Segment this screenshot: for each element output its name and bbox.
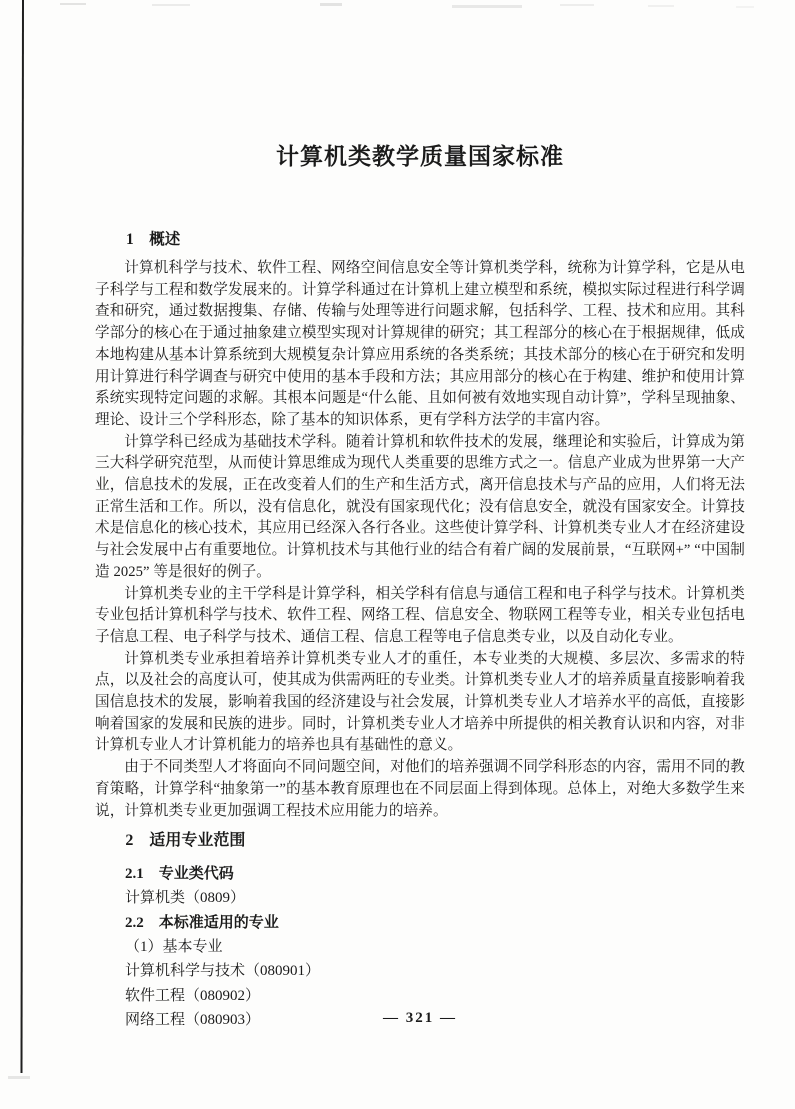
- paragraph-2: 计算学科已经成为基础技术学科。随着计算机和软件技术的发展，继理论和实验后，计算成为第三大科学研究范型，从而使计算思维成为现代人类重要的思维方式之一。信息产业成为世界第一大产业，信息技术的发展，正在改变着人们的生产和生活方式，离开信息技术与产品的应用，人们将无法正常生活和工作。所以，没有信息化，就没有国家现代化；没有信息安全，就没有国家安全。计算技术是信息化的核心技术，其应用已经深入各行各业。这些使计算学科、计算机类专业人才在经济建设与社会发展中占有重要地位。计算机技术与其他行业的结合有着广阔的发展前景，“互联网+” “中国制造 2025” 等是很好的例子。: [95, 433, 745, 580]
- scan-edge-artifact: [21, 0, 24, 1073]
- page-number: — 321 —: [383, 1010, 457, 1026]
- document-title: 计算机类教学质量国家标准: [276, 144, 564, 169]
- major-line-ne: 网络工程（080903）: [125, 1012, 261, 1029]
- major-class-code-line: 计算机类（0809）: [125, 890, 246, 907]
- paragraph-1: 计算机科学与技术、软件工程、网络空间信息安全等计算机类学科，统称为计算学科，它是从电子科学与工程和数学发展来的。计算学科通过在计算机上建立模型和系统，模拟实际过程进行科学调查和研究，通过数据搜集、存储、传输与处理等进行问题求解，包括科学、工程、技术和应用。其科学部分的核心在于通过抽象建立模型实现对计算规律的研究；其工程部分的核心在于根据规律，低成本地构建从基本计算系统到大规模复杂计算应用系统的各类系统；其技术部分的核心在于研究和发明用计算进行科学调查与研究中使用的基本手段和方法；其应用部分的核心在于构建、维护和使用计算系统实现特定问题的求解。其根本问题是“什么能、且如何被有效地实现自动计算”，学科呈现抽象、理论、设计三个学科形态，除了基本的知识体系，更有学科方法学的丰富内容。: [95, 260, 745, 428]
- paragraph-3: 计算机类专业的主干学科是计算学科，相关学科有信息与通信工程和电子科学与技术。计算机类专业包括计算机科学与技术、软件工程、网络工程、信息安全、物联网工程等专业，相关专业包括电子信息工程、电子科学与技术、通信工程、信息工程等电子信息类专业，以及自动化专业。: [95, 585, 745, 645]
- section-1-heading: 1 概述: [126, 231, 181, 248]
- section-2-heading: 2 适用专业范围: [125, 832, 246, 850]
- paragraph-5: 由于不同类型人才将面向不同问题空间，对他们的培养强调不同学科形态的内容，需用不同的教育策略，计算学科“抽象第一”的基本教育原理也在不同层面上得到体现。总体上，对绝大多数学生来说，计算机类专业更加强调工程技术应用能力的培养。: [95, 759, 745, 819]
- scan-noise: [60, 3, 86, 5]
- section-1-body: [95, 258, 745, 822]
- major-line-cs: 计算机科学与技术（080901）: [125, 963, 321, 980]
- major-line-se: 软件工程（080902）: [125, 987, 261, 1004]
- section-2-1-heading: 2.1 专业类代码: [125, 866, 234, 883]
- document-content: [95, 0, 745, 1033]
- basic-majors-label: （1）基本专业: [125, 938, 223, 955]
- scan-noise: [8, 1076, 30, 1079]
- section-2-2-heading: 2.2 本标准适用的专业: [125, 914, 279, 931]
- paragraph-4: 计算机类专业承担着培养计算机类专业人才的重任，本专业类的大规模、多层次、多需求的特点，以及社会的高度认可，使其成为供需两旺的专业类。计算机类专业人才的培养质量直接影响着我国信息技术的发展，影响着我国的经济建设与社会发展，计算机类专业人才培养水平的高低，直接影响着国家的发展和民族的进步。同时，计算机类专业人才培养中所提供的相关教育认识和内容，对非计算机专业人才计算机能力的培养也具有基础性的意义。: [95, 650, 745, 754]
